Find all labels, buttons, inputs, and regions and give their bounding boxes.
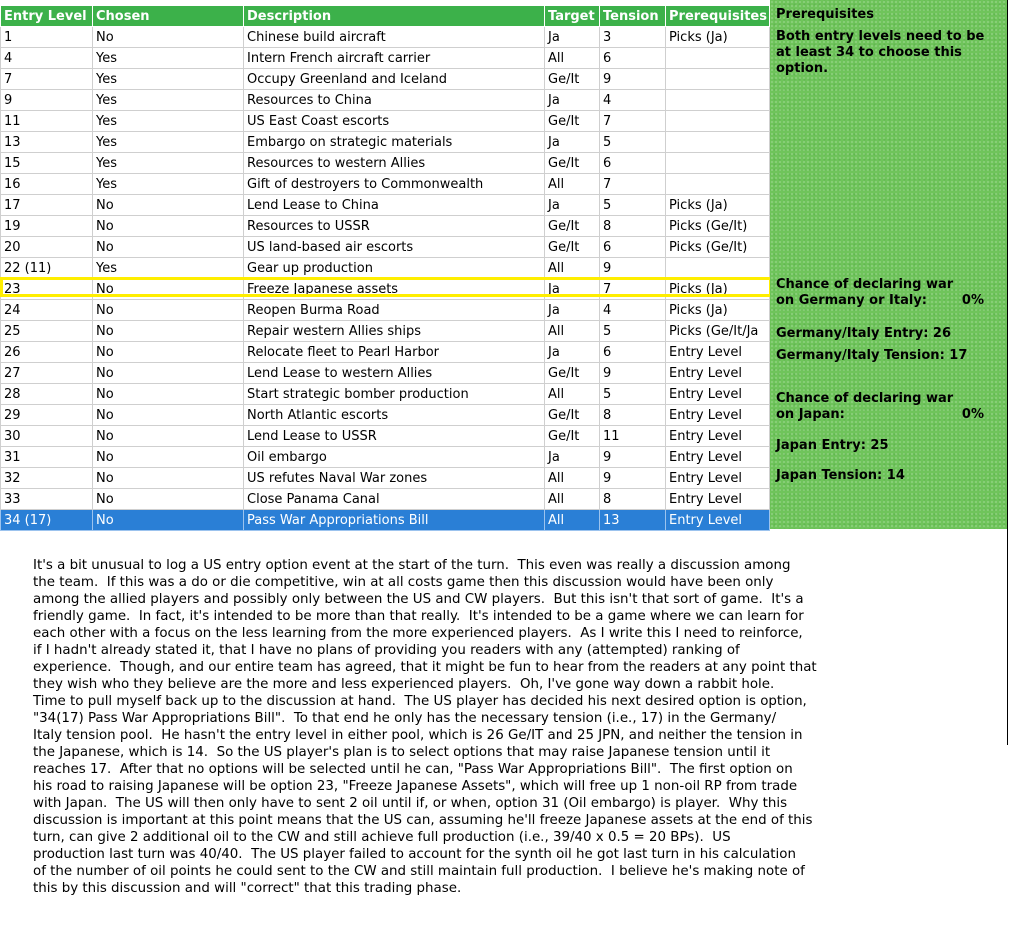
target-cell: Ja xyxy=(545,27,600,48)
chosen-cell: No xyxy=(93,426,244,447)
prerequisites-cell xyxy=(666,69,770,90)
chosen-cell: Yes xyxy=(93,258,244,279)
target-cell: Ge/It xyxy=(545,363,600,384)
prerequisites-cell xyxy=(666,90,770,111)
entry-level-cell: 25 xyxy=(1,321,93,342)
target-cell: Ja xyxy=(545,300,600,321)
description-cell: Resources to China xyxy=(244,90,545,111)
entry-level-cell: 13 xyxy=(1,132,93,153)
tension-cell: 4 xyxy=(600,300,666,321)
ge-tension: Germany/Italy Tension: 17 xyxy=(776,348,968,363)
entry-level-cell: 11 xyxy=(1,111,93,132)
description-cell: Freeze Japanese assets xyxy=(244,279,545,300)
column-header-entry-level[interactable]: Entry Level xyxy=(1,6,93,27)
prerequisites-cell: Picks (Ge/It) xyxy=(666,237,770,258)
prerequisites-cell: Picks (Ja) xyxy=(666,300,770,321)
ja-chance-label-2: on Japan: xyxy=(776,407,845,422)
entry-level-cell: 9 xyxy=(1,90,93,111)
table-row[interactable] xyxy=(1,237,770,258)
ja-tension: Japan Tension: 14 xyxy=(776,468,905,483)
description-cell: Gift of destroyers to Commonwealth xyxy=(244,174,545,195)
description-cell: Start strategic bomber production xyxy=(244,384,545,405)
prerequisites-cell: Entry Level xyxy=(666,363,770,384)
chosen-cell: No xyxy=(93,321,244,342)
table-row[interactable] xyxy=(1,489,770,510)
prerequisites-panel xyxy=(770,0,1008,529)
chosen-cell: Yes xyxy=(93,69,244,90)
target-cell: Ja xyxy=(545,195,600,216)
chosen-cell: Yes xyxy=(93,132,244,153)
table-row[interactable] xyxy=(1,510,770,531)
target-cell: All xyxy=(545,384,600,405)
target-cell: All xyxy=(545,489,600,510)
table-row[interactable] xyxy=(1,468,770,489)
table-row[interactable] xyxy=(1,195,770,216)
table-row[interactable] xyxy=(1,111,770,132)
chosen-cell: No xyxy=(93,27,244,48)
target-cell: Ja xyxy=(545,447,600,468)
chosen-cell: No xyxy=(93,363,244,384)
target-cell: Ge/It xyxy=(545,153,600,174)
table-row[interactable] xyxy=(1,174,770,195)
tension-cell: 5 xyxy=(600,195,666,216)
table-row[interactable] xyxy=(1,153,770,174)
prerequisites-cell: Entry Level xyxy=(666,510,770,531)
chosen-cell: No xyxy=(93,279,244,300)
chosen-cell: No xyxy=(93,384,244,405)
chosen-cell: No xyxy=(93,342,244,363)
target-cell: All xyxy=(545,321,600,342)
chosen-cell: No xyxy=(93,195,244,216)
tension-cell: 9 xyxy=(600,468,666,489)
tension-cell: 13 xyxy=(600,510,666,531)
description-cell: Intern French aircraft carrier xyxy=(244,48,545,69)
chosen-cell: Yes xyxy=(93,174,244,195)
chosen-cell: Yes xyxy=(93,111,244,132)
target-cell: Ja xyxy=(545,279,600,300)
prerequisites-cell: Entry Level xyxy=(666,342,770,363)
chosen-cell: No xyxy=(93,405,244,426)
tension-cell: 6 xyxy=(600,48,666,69)
prerequisites-cell xyxy=(666,258,770,279)
prereq-line-3: option. xyxy=(776,61,829,76)
table-row[interactable] xyxy=(1,48,770,69)
table-row[interactable] xyxy=(1,132,770,153)
table-row[interactable] xyxy=(1,90,770,111)
entry-level-cell: 4 xyxy=(1,48,93,69)
entry-level-cell: 33 xyxy=(1,489,93,510)
entry-level-cell: 15 xyxy=(1,153,93,174)
description-cell: US land-based air escorts xyxy=(244,237,545,258)
description-cell: North Atlantic escorts xyxy=(244,405,545,426)
target-cell: Ja xyxy=(545,342,600,363)
page-border xyxy=(1007,0,1008,745)
tension-cell: 3 xyxy=(600,27,666,48)
entry-level-cell: 23 xyxy=(1,279,93,300)
prerequisites-cell xyxy=(666,111,770,132)
target-cell: All xyxy=(545,258,600,279)
entry-level-cell: 30 xyxy=(1,426,93,447)
entry-level-cell: 27 xyxy=(1,363,93,384)
ge-entry: Germany/Italy Entry: 26 xyxy=(776,326,952,341)
tension-cell: 6 xyxy=(600,153,666,174)
ge-chance-label-2: on Germany or Italy: xyxy=(776,293,928,308)
entry-level-cell: 19 xyxy=(1,216,93,237)
chosen-cell: Yes xyxy=(93,153,244,174)
entry-level-cell: 31 xyxy=(1,447,93,468)
entry-level-cell: 7 xyxy=(1,69,93,90)
entry-options-table xyxy=(0,5,770,531)
ja-chance-label-1: Chance of declaring war xyxy=(776,391,954,406)
column-header-chosen[interactable]: Chosen xyxy=(93,6,244,27)
target-cell: All xyxy=(545,48,600,69)
tension-cell: 9 xyxy=(600,69,666,90)
description-cell: Lend Lease to China xyxy=(244,195,545,216)
target-cell: Ge/It xyxy=(545,405,600,426)
description-cell: Close Panama Canal xyxy=(244,489,545,510)
tension-cell: 8 xyxy=(600,489,666,510)
entry-level-cell: 22 (11) xyxy=(1,258,93,279)
prerequisites-cell: Entry Level xyxy=(666,426,770,447)
table-row[interactable] xyxy=(1,69,770,90)
description-cell: Occupy Greenland and Iceland xyxy=(244,69,545,90)
prerequisites-cell: Entry Level xyxy=(666,468,770,489)
tension-cell: 11 xyxy=(600,426,666,447)
description-cell: Reopen Burma Road xyxy=(244,300,545,321)
table-row[interactable] xyxy=(1,342,770,363)
prereq-line-2: at least 34 to choose this xyxy=(776,45,962,60)
chosen-cell: No xyxy=(93,489,244,510)
target-cell: Ja xyxy=(545,90,600,111)
tension-cell: 9 xyxy=(600,363,666,384)
chosen-cell: No xyxy=(93,216,244,237)
table-row[interactable] xyxy=(1,27,770,48)
description-cell: Lend Lease to western Allies xyxy=(244,363,545,384)
chosen-cell: No xyxy=(93,300,244,321)
entry-level-cell: 32 xyxy=(1,468,93,489)
table-row[interactable] xyxy=(1,258,770,279)
target-cell: Ge/It xyxy=(545,216,600,237)
discussion-text: It's a bit unusual to log a US entry option event at the start of the turn. This even was really a discussion among the team. If this was a do or die competitive, win at all costs game then this discussion would have been only among the allied players and possibly only between the US and CW players. But this isn't that sort of game. It's a friendly game. In fact, it's intended to be more than that really. It's intended to be a game where we can learn for each other with a focus on the less learning from the more experienced players. As I write this I need to reinforce, if I hadn't already stated it, that I have no plans of providing you readers with any (attempted) ranking of experience. Though, and our entire team has agreed, that it might be fun to hear from the readers at any point that they wish who they believe are the more and less experienced players. Oh, I've gone way down a rabbit hole. Time to pull myself back up to the discussion at hand. The US player has decided his next desired option is option, "34(17) Pass War Appropriations Bill". To that end he only has the necessary tension (i.e., 17) in the Germany/ Italy tension pool. He hasn't the entry level in either pool, which is 26 Ge/IT and 25 JPN, and neither the tension in the Japanese, which is 14. So the US player's plan is to select options that may raise Japanese tension until it reaches 17. After that no options will be selected until he can, "Pass War Appropriations Bill". The first option on his road to raising Japanese will be option 23, "Freeze Japanese Assets", which will free up 1 non-oil RP from trade with Japan. The US will then only have to sent 2 oil until if, or when, option 31 (Oil embargo) is player. Why this discussion is important at this point means that the US can, assuming he'll freeze Japanese assets at the end of this turn, can give 2 additional oil to the CW and still achieve full production (i.e., 39/40 x 0.5 = 20 BPs). US production last turn was 40/40. The US player failed to account for the synth oil he got last turn in his calculation of the number of oil points he could sent to the CW and still maintain full production. I believe he's making note of this by this discussion and will "correct" that this trading phase. xyxy=(33,558,817,896)
column-header-tension[interactable]: Tension xyxy=(600,6,666,27)
description-cell: US refutes Naval War zones xyxy=(244,468,545,489)
entry-level-cell: 20 xyxy=(1,237,93,258)
ge-chance-label-1: Chance of declaring war xyxy=(776,277,954,292)
table-row[interactable] xyxy=(1,321,770,342)
ja-entry: Japan Entry: 25 xyxy=(776,438,889,453)
chosen-cell: Yes xyxy=(93,90,244,111)
target-cell: Ge/It xyxy=(545,111,600,132)
entry-level-cell: 26 xyxy=(1,342,93,363)
chosen-cell: No xyxy=(93,510,244,531)
description-cell: Relocate fleet to Pearl Harbor xyxy=(244,342,545,363)
target-cell: Ge/It xyxy=(545,426,600,447)
chosen-cell: No xyxy=(93,468,244,489)
description-cell: Repair western Allies ships xyxy=(244,321,545,342)
description-cell: Resources to western Allies xyxy=(244,153,545,174)
tension-cell: 8 xyxy=(600,216,666,237)
description-cell: US East Coast escorts xyxy=(244,111,545,132)
target-cell: Ge/It xyxy=(545,237,600,258)
panel-title: Prerequisites xyxy=(776,7,874,22)
ge-chance-value: 0% xyxy=(961,293,984,308)
table-header-row xyxy=(1,6,770,27)
tension-cell: 8 xyxy=(600,405,666,426)
prerequisites-cell: Picks (Ge/It/Ja xyxy=(666,321,770,342)
entry-level-cell: 28 xyxy=(1,384,93,405)
table-row[interactable] xyxy=(1,405,770,426)
table-row[interactable] xyxy=(1,426,770,447)
tension-cell: 6 xyxy=(600,237,666,258)
prerequisites-cell: Picks (Ja) xyxy=(666,195,770,216)
prerequisites-cell: Picks (Ja) xyxy=(666,27,770,48)
description-cell: Embargo on strategic materials xyxy=(244,132,545,153)
tension-cell: 9 xyxy=(600,258,666,279)
chosen-cell: No xyxy=(93,447,244,468)
target-cell: Ge/It xyxy=(545,69,600,90)
table-row[interactable] xyxy=(1,447,770,468)
chosen-cell: No xyxy=(93,237,244,258)
prerequisites-cell xyxy=(666,153,770,174)
description-cell: Chinese build aircraft xyxy=(244,27,545,48)
tension-cell: 6 xyxy=(600,342,666,363)
prerequisites-cell xyxy=(666,132,770,153)
table-row[interactable] xyxy=(1,300,770,321)
column-header-prerequisites[interactable]: Prerequisites xyxy=(666,6,770,27)
table-row[interactable] xyxy=(1,216,770,237)
table-row[interactable] xyxy=(1,384,770,405)
prerequisites-cell: Picks (Ge/It) xyxy=(666,216,770,237)
tension-cell: 5 xyxy=(600,321,666,342)
prerequisites-cell xyxy=(666,48,770,69)
description-cell: Resources to USSR xyxy=(244,216,545,237)
tension-cell: 7 xyxy=(600,174,666,195)
tension-cell: 5 xyxy=(600,384,666,405)
column-header-target[interactable]: Target xyxy=(545,6,600,27)
description-cell: Gear up production xyxy=(244,258,545,279)
tension-cell: 9 xyxy=(600,447,666,468)
prerequisites-cell: Entry Level xyxy=(666,405,770,426)
table-row[interactable] xyxy=(1,363,770,384)
column-header-description[interactable]: Description xyxy=(244,6,545,27)
tension-cell: 4 xyxy=(600,90,666,111)
description-cell: Pass War Appropriations Bill xyxy=(244,510,545,531)
entry-level-cell: 24 xyxy=(1,300,93,321)
target-cell: All xyxy=(545,510,600,531)
entry-level-cell: 1 xyxy=(1,27,93,48)
target-cell: All xyxy=(545,468,600,489)
prerequisites-cell: Entry Level xyxy=(666,384,770,405)
entry-level-cell: 34 (17) xyxy=(1,510,93,531)
prerequisites-cell xyxy=(666,174,770,195)
entry-level-cell: 17 xyxy=(1,195,93,216)
tension-cell: 7 xyxy=(600,279,666,300)
target-cell: Ja xyxy=(545,132,600,153)
prereq-line-1: Both entry levels need to be xyxy=(776,29,985,44)
ja-chance-value: 0% xyxy=(961,407,984,422)
prerequisites-cell: Picks (Ja) xyxy=(666,279,770,300)
entry-level-cell: 29 xyxy=(1,405,93,426)
prerequisites-cell: Entry Level xyxy=(666,489,770,510)
prerequisites-cell: Entry Level xyxy=(666,447,770,468)
description-cell: Lend Lease to USSR xyxy=(244,426,545,447)
entry-level-cell: 16 xyxy=(1,174,93,195)
tension-cell: 5 xyxy=(600,132,666,153)
table-row[interactable] xyxy=(1,279,770,300)
description-cell: Oil embargo xyxy=(244,447,545,468)
target-cell: All xyxy=(545,174,600,195)
tension-cell: 7 xyxy=(600,111,666,132)
chosen-cell: Yes xyxy=(93,48,244,69)
